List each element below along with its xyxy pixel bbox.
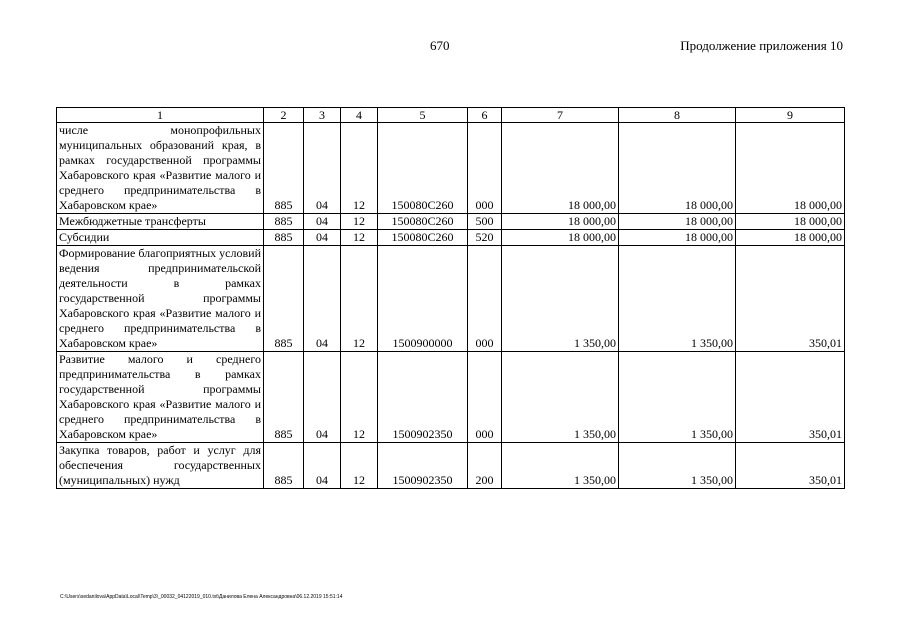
cell-amount-7: 18 000,00	[502, 230, 619, 246]
cell-expense-type: 500	[468, 214, 502, 230]
table-row	[57, 443, 845, 489]
cell-section: 04	[304, 214, 341, 230]
cell-subsection: 12	[341, 123, 378, 214]
cell-section: 04	[304, 230, 341, 246]
column-header: 2	[264, 108, 304, 123]
table-row	[57, 230, 845, 246]
cell-section: 04	[304, 443, 341, 489]
cell-amount-8: 18 000,00	[619, 230, 736, 246]
cell-section: 04	[304, 352, 341, 443]
cell-subsection: 12	[341, 352, 378, 443]
table-row	[57, 123, 845, 214]
column-header: 1	[57, 108, 264, 123]
cell-amount-9: 18 000,00	[736, 123, 845, 214]
table-header-row	[57, 108, 845, 123]
cell-amount-9: 350,01	[736, 443, 845, 489]
footer-file-path: C:\Users\sedanilova\AppData\Local\Temp\3\_00032_04122019_010.txt\Данилова Елена Александровна\06.12.2019 15:51:14	[60, 594, 343, 600]
cell-expense-type: 200	[468, 443, 502, 489]
cell-admin-code: 885	[264, 230, 304, 246]
cell-subsection: 12	[341, 443, 378, 489]
cell-subsection: 12	[341, 246, 378, 352]
cell-subsection: 12	[341, 214, 378, 230]
cell-target-item: 150080С260	[378, 230, 468, 246]
cell-amount-7: 18 000,00	[502, 123, 619, 214]
cell-amount-8: 1 350,00	[619, 246, 736, 352]
cell-amount-8: 18 000,00	[619, 214, 736, 230]
cell-amount-8: 1 350,00	[619, 352, 736, 443]
row-name: Развитие малого и среднего предпринимательства в рамках государственной программы Хабаровского края «Развитие малого и среднего предпринимательства в Хабаровском крае»	[57, 352, 264, 443]
cell-target-item: 1500902350	[378, 443, 468, 489]
table-row	[57, 246, 845, 352]
cell-amount-9: 350,01	[736, 246, 845, 352]
cell-expense-type: 000	[468, 123, 502, 214]
column-header: 3	[304, 108, 341, 123]
cell-amount-9: 18 000,00	[736, 230, 845, 246]
cell-amount-9: 350,01	[736, 352, 845, 443]
cell-admin-code: 885	[264, 214, 304, 230]
cell-admin-code: 885	[264, 352, 304, 443]
cell-section: 04	[304, 123, 341, 214]
table-row	[57, 214, 845, 230]
cell-target-item: 1500900000	[378, 246, 468, 352]
cell-amount-7: 1 350,00	[502, 443, 619, 489]
budget-table	[56, 107, 845, 489]
cell-expense-type: 000	[468, 246, 502, 352]
cell-amount-9: 18 000,00	[736, 214, 845, 230]
cell-admin-code: 885	[264, 246, 304, 352]
cell-target-item: 1500902350	[378, 352, 468, 443]
row-name: Формирование благоприятных условий ведения предпринимательской деятельности в рамках государственной программы Хабаровского края «Развитие малого и среднего предпринимательства в Хабаровском крае»	[57, 246, 264, 352]
cell-target-item: 150080С260	[378, 214, 468, 230]
column-header: 5	[378, 108, 468, 123]
cell-expense-type: 520	[468, 230, 502, 246]
table-row	[57, 352, 845, 443]
cell-target-item: 150080С260	[378, 123, 468, 214]
cell-expense-type: 000	[468, 352, 502, 443]
cell-section: 04	[304, 246, 341, 352]
column-header: 8	[619, 108, 736, 123]
column-header: 7	[502, 108, 619, 123]
continuation-label: Продолжение приложения 10	[680, 38, 843, 53]
cell-amount-7: 18 000,00	[502, 214, 619, 230]
cell-subsection: 12	[341, 230, 378, 246]
cell-amount-8: 18 000,00	[619, 123, 736, 214]
cell-amount-8: 1 350,00	[619, 443, 736, 489]
column-header: 4	[341, 108, 378, 123]
cell-admin-code: 885	[264, 443, 304, 489]
row-name: Субсидии	[57, 230, 264, 246]
row-name: Закупка товаров, работ и услуг для обеспечения государственных (муниципальных) нужд	[57, 443, 264, 489]
cell-admin-code: 885	[264, 123, 304, 214]
cell-amount-7: 1 350,00	[502, 246, 619, 352]
cell-amount-7: 1 350,00	[502, 352, 619, 443]
row-name: Межбюджетные трансферты	[57, 214, 264, 230]
column-header: 6	[468, 108, 502, 123]
column-header: 9	[736, 108, 845, 123]
page-number: 670	[430, 38, 450, 53]
row-name: числе монопрофильных муниципальных образований края, в рамках государственной программы Хабаровского края «Развитие малого и среднего предпринимательства в Хабаровском крае»	[57, 123, 264, 214]
